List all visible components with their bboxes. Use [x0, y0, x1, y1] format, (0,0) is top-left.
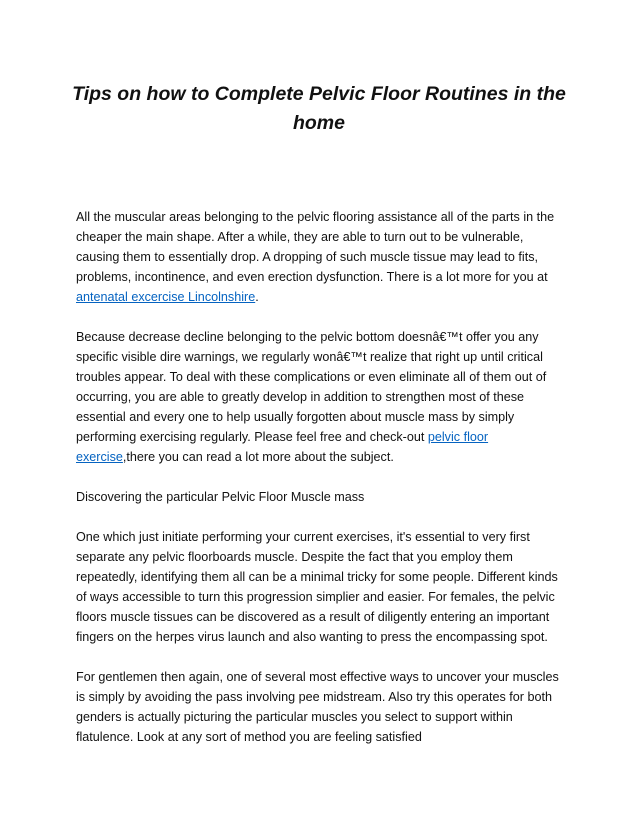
section-heading: Discovering the particular Pelvic Floor Muscle mass: [76, 490, 365, 504]
paragraph-2: [76, 327, 563, 467]
paragraph-4: For gentlemen then again, one of several most effective ways to uncover your muscles is simply by avoiding the pass involving pee midstream. Also try this operates for both genders is actually picturing the particular muscles you select to support within flatulence. Look at any sort of method you are feeling satisfied: [76, 670, 559, 744]
pelvic-floor-exercise-link[interactable]: pelvic floor exercise: [76, 430, 489, 464]
document-title: Tips on how to Complete Pelvic Floor Routines in the home: [72, 83, 566, 134]
paragraph-3: One which just initiate performing your current exercises, it's essential to very first separate any pelvic floorboards muscle. Despite the fact that you employ them repeatedly, identifying them all can be a minimal tricky for some people. Different kinds of ways accessible to turn this progression simplier and easier. For females, the pelvic floors muscle tissues can be discovered as a result of diligently entering an important fingers on the herpes virus launch and also wanting to press the encompassing spot.: [76, 530, 558, 644]
paragraph-2-text-after: ,there you can read a lot more about the subject.: [122, 450, 394, 464]
antenatal-exercise-link[interactable]: antenatal excercise Lincolnshire: [76, 290, 256, 304]
paragraph-1-text-before: All the muscular areas belonging to the pelvic flooring assistance all of the parts in the cheaper the main shape. After a while, they are able to turn out to be vulnerable, causing them to essentially drop. A dropping of such muscle tissue may lead to fits, problems, incontinence, and even erection dysfunction. There is a lot more for you at: [76, 210, 555, 284]
paragraph-1-text-after: .: [255, 290, 259, 304]
document-body: [76, 207, 563, 747]
paragraph-2-text-before: Because decrease decline belonging to the pelvic bottom doesnâ€™t offer you any specific visible dire warnings, we regularly wonâ€™t realize that right up until critical troubles appear. To deal with these complications or even eliminate all of them out of occurring, you are able to greatly develop in addition to strengthen most of these essential and every one to help usually forgotten about muscle mass by simply performing exercising regularly. Please feel free and check-out: [76, 330, 547, 444]
paragraph-1: [76, 207, 563, 307]
